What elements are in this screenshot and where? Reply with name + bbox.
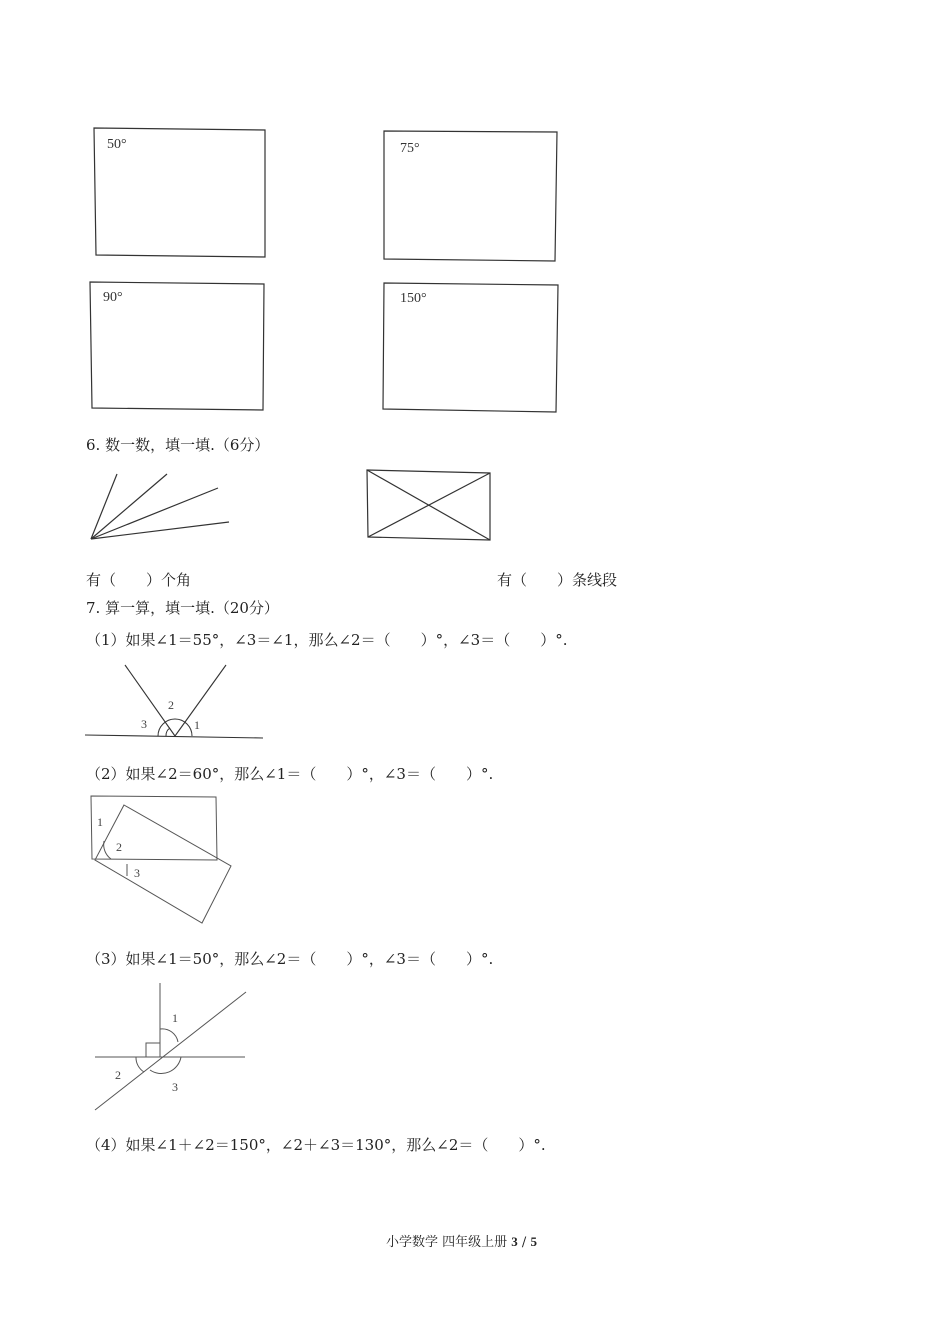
q7-part2-label-1: 1 xyxy=(97,815,103,829)
q7-part3-text[interactable]: （3）如果∠1＝50°，那么∠2＝（ ）°，∠3＝（ ）°. xyxy=(86,950,494,968)
page-footer xyxy=(386,1231,537,1250)
footer-page-number: 3 xyxy=(511,1234,518,1249)
q7-part1-label-1: 1 xyxy=(194,718,200,732)
q7-part2-label-3: 3 xyxy=(134,866,140,880)
footer-separator: / xyxy=(521,1235,527,1250)
footer-total-pages: 5 xyxy=(530,1234,537,1249)
q6-answer-segments[interactable]: 有（ ）条线段 xyxy=(497,571,618,589)
question-6-title: 6. 数一数，填一填.（6分） xyxy=(86,436,270,454)
q7-part1-label-3: 3 xyxy=(141,717,147,731)
question-7-title: 7. 算一算，填一填.（20分） xyxy=(86,599,279,617)
angle-box-label-150: 150° xyxy=(400,291,427,306)
q7-part1-text[interactable]: （1）如果∠1＝55°，∠3＝∠1，那么∠2＝（ ）°，∠3＝（ ）°. xyxy=(86,631,568,649)
q6-answer-angles[interactable]: 有（ ）个角 xyxy=(86,571,192,589)
q7-part3-figure xyxy=(0,0,300,1120)
q7-part2-label-2: 2 xyxy=(116,840,122,854)
q7-part4-text[interactable]: （4）如果∠1＋∠2＝150°，∠2＋∠3＝130°，那么∠2＝（ ）°. xyxy=(86,1136,546,1154)
q7-part2-text[interactable]: （2）如果∠2＝60°，那么∠1＝（ ）°，∠3＝（ ）°. xyxy=(86,765,494,783)
q7-part1-label-2: 2 xyxy=(168,698,174,712)
q7-part3-label-2: 2 xyxy=(115,1068,121,1082)
angle-box-label-50: 50° xyxy=(107,137,127,152)
angle-box-label-90: 90° xyxy=(103,290,123,305)
angle-box-label-75: 75° xyxy=(400,141,420,156)
q7-part3-label-3: 3 xyxy=(172,1080,178,1094)
q7-part3-label-1: 1 xyxy=(172,1011,178,1025)
footer-subject: 小学数学 四年级上册 xyxy=(386,1235,508,1250)
